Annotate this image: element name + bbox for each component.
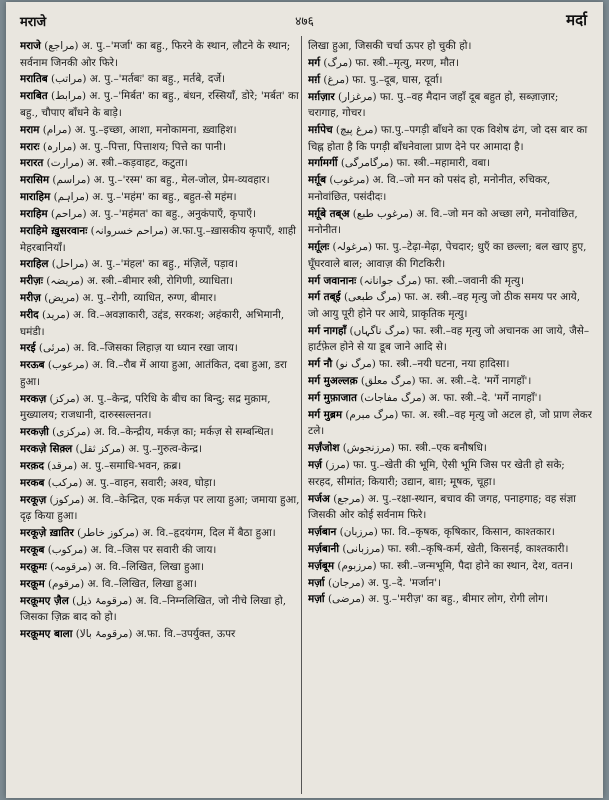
entry-definition: (مرکوز خاطر) अ. वि.–हृदयंगम, दिल में बैठा हुआ। (77, 527, 276, 540)
dictionary-entry (20, 189, 304, 206)
entry-headword: मरकज़ (20, 392, 47, 405)
entry-definition: (مرکوز) अ. वि.–केन्द्रित, एक मर्कज़ पर लाया हुआ; जमाया हुआ, दृढ़ किया हुआ। (20, 493, 300, 523)
entry-headword: मरीज़ः (20, 275, 43, 288)
dictionary-entry (308, 491, 592, 524)
dictionary-entry (20, 525, 304, 542)
entry-definition: (مرگ) फा. स्त्री.–मृत्यु, मरण, मौत। (323, 56, 459, 69)
entry-definition: (مرقومہ) अ. वि.–लिखित, लिखा हुआ। (50, 560, 205, 573)
entry-definition: (مرئی) अ. वि.–जिसका लिहाज़ या ध्यान रखा जाय। (38, 342, 238, 355)
dictionary-entry (308, 89, 592, 122)
dictionary-entry (308, 373, 592, 390)
entry-definition: (مرکز ثقل) अ. पु.–गुरुत्व-केन्द्र। (75, 443, 202, 456)
dictionary-entry (20, 340, 304, 357)
dictionary-entry (308, 273, 592, 290)
entry-definition: (مرغولہ) फा. पु.–टेढ़ा-मेढ़ा, पेचदार; धुएँ का छल्ला; बल खाए हुए, घूँघरवाले बाल; आवाज़ की गिटकिरी। (308, 241, 587, 270)
dictionary-entry (20, 172, 304, 189)
dictionary-entry (20, 155, 304, 172)
entry-headword: मरक़द (20, 459, 44, 472)
entry-definition: (مرام) अ. पु.–इच्छा, आशा, मनोकामना, ख़्वाहिश। (42, 123, 237, 136)
dictionary-entry (20, 576, 304, 593)
header-first-word: मराजे (20, 15, 47, 30)
entry-headword: मर्ग नौ (308, 358, 333, 371)
entry-definition: लिखा हुआ, जिसकी चर्चा ऊपर हो चुकी हो। (308, 40, 472, 52)
entry-headword: मरकज़ी (20, 426, 49, 439)
entry-headword: मरीद (20, 309, 39, 322)
entry-definition: (مرضی) अ. पु.–'मरीज़' का बहु., बीमार लोग, रोगी लोग। (327, 593, 548, 606)
entry-headword: मर्ग़ूलः (308, 241, 330, 254)
entry-headword: मर्गामर्गी (308, 157, 338, 170)
dictionary-entry (20, 273, 304, 290)
dictionary-entry (308, 55, 592, 72)
page-number: ४७६ (295, 14, 314, 28)
entry-headword: मरक़ूमए बाला (20, 628, 73, 641)
dictionary-entry (308, 591, 592, 608)
entry-definition: (مرغوب) अ. वि.–जो मन को पसंद हो, मनोनीत, रुचिकर, मनोवांछित, पसंदीदः। (308, 174, 551, 203)
entry-headword: मरक़ूमः (20, 560, 47, 573)
dictionary-entry (20, 391, 304, 424)
dictionary-entry (308, 558, 592, 575)
dictionary-page (6, 2, 603, 798)
entry-definition: (مراسم) अ. पु.–'रस्म' का बहु., मेल-जोल, प्रेम-व्यवहार। (52, 174, 270, 187)
dictionary-entry (20, 357, 304, 390)
entry-headword: मर्ज़ा (308, 593, 325, 606)
dictionary-entry (308, 72, 592, 89)
dictionary-entry (308, 457, 592, 490)
page-header (6, 2, 603, 32)
dictionary-entry (20, 88, 304, 121)
entry-headword: मर्जअ (308, 492, 330, 505)
entry-definition: (مرقومۂ ذیل) अ. वि.–निम्नलिखित, जो नीचे लिखा हो, जिसका ज़िक्र बाद को हो। (20, 594, 286, 624)
dictionary-entry (20, 256, 304, 273)
entry-definition: (مرگ مبرم) फा. अ. स्त्री.–वह मृत्यु जो अटल हो, जो प्राण लेकर टले। (308, 408, 592, 438)
entry-definition: (مرقد) अ. पु.–समाधि-भवन, क़ब्र। (47, 459, 182, 472)
dictionary-entry (20, 458, 304, 475)
entry-headword: मराबित (20, 90, 48, 103)
dictionary-entry (308, 172, 592, 205)
dictionary-entry (20, 122, 304, 139)
entry-definition: (مرگ نو) फा. स्त्री.–नयी घटना, नया हादिसा। (335, 358, 510, 371)
entry-definition: (مراحم) अ. पु.–'महंमत' का बहु., अनुकंपाएँ, कृपाएँ। (50, 208, 256, 221)
entry-headword: मरारः (20, 140, 40, 153)
entry-headword: मर्ग़पेच (308, 124, 333, 137)
entry-definition: (مرغزار) फा. पु.–वह मैदान जहाँ दूब बहुत हो, सब्ज़ाज़ार; चरागाह, गोचर। (308, 90, 559, 120)
dictionary-entry (20, 492, 304, 525)
entry-definition: (مرزبوم) फा. स्त्री.–जन्मभूमि, पैदा होने का स्थान, देश, वतन। (337, 559, 573, 572)
dictionary-entry (20, 542, 304, 559)
entry-definition: (مراہم) अ. पु.–'महंम' का बहु., बहुत-से महंम। (53, 191, 237, 204)
dictionary-entry (308, 575, 592, 592)
entry-headword: मर्ग़ूबे तब्अ (308, 207, 350, 220)
dictionary-entry (20, 71, 304, 88)
entry-headword: मर्ज़ा (308, 576, 325, 589)
right-column (308, 38, 592, 794)
entry-headword: मर्ज़ंजोश (308, 442, 340, 455)
entry-headword: मरकज़े सिक़्ल (20, 443, 73, 456)
entry-definition: (مرکز) अ. पु.–केन्द्र, परिधि के बीच का बिन्दु; सद्र मुक़ाम, मुख्यालय; राजधानी, दारुस्सल्तनत। (20, 392, 271, 422)
entry-definition: (مرزنجوش) फा. स्त्री.–एक बनौषधि। (342, 442, 487, 455)
entry-headword: मर्ग मुअल्लक़ (308, 375, 358, 388)
entry-headword: मर्ग जवानानः (308, 274, 357, 287)
dictionary-entry (308, 407, 592, 440)
entry-headword: मर्ग तब्ई (308, 291, 341, 304)
dictionary-entry (20, 38, 304, 71)
entry-definition: (مرابط) अ. पु.–'मिर्बत' का बहु., बंधन, रस्सियाँ, डोरे; 'मर्बत' का बहु., चौपाए बाँधने के बाड़े। (20, 90, 299, 119)
dictionary-entry (308, 122, 592, 155)
entry-definition: (مراحم خسروانہ) अ.फा.पु.–ख़ासकीय कृपाएँ, शाही मेहरबानियाँ। (20, 225, 296, 254)
entry-headword: मरकूज़े ख़ातिर (20, 527, 74, 540)
entry-headword: मरारत (20, 157, 44, 170)
entry-headword: मरीज़ (20, 292, 41, 305)
entry-headword: मराम (20, 123, 40, 136)
dictionary-entry (20, 475, 304, 492)
entry-headword: मराहिम (20, 208, 48, 221)
dictionary-entry (20, 206, 304, 223)
entry-definition: (مراتب) अ. पु.–'मर्तबः' का बहु., मर्तबे, दर्जे। (51, 73, 226, 86)
entry-headword: मरकूज़ (20, 493, 47, 506)
entry-definition: (مرجع) अ. पु.–रक्षा-स्थान, बचाव की जगह, पनाहगाह; वह संज्ञा जिसकी ओर कोई सर्वनाम फिरे। (308, 492, 576, 522)
dictionary-entry (20, 626, 304, 643)
entry-definition: (مرگ جوانانہ) फा. स्त्री.–जवानी की मृत्यु। (359, 274, 524, 287)
left-column (20, 38, 304, 794)
entry-definition: (مرارہ) अ. पु.–पित्ता, पित्ताशय; पित्ते का पानी। (42, 140, 226, 153)
dictionary-entry (308, 390, 592, 407)
dictionary-entry (308, 38, 592, 55)
dictionary-entry (308, 541, 592, 558)
dictionary-entry (20, 424, 304, 441)
dictionary-entry (308, 440, 592, 457)
entry-definition: (مرگ مفاجات) अ. फा. स्त्री.–दे. 'मर्गे नागहाँ'। (360, 391, 542, 404)
column-divider (301, 36, 302, 794)
entry-definition: (مرگ معلق) फा. अ. स्त्री.–दे. 'मर्गे नागहाँ'। (360, 375, 532, 388)
entry-headword: मरऊब (20, 359, 45, 372)
dictionary-entry (308, 356, 592, 373)
dictionary-entry (20, 441, 304, 458)
entry-headword: मरकब (20, 476, 45, 489)
entry-definition: (مرارت) अ. स्त्री.–कड़वाहट, कटुता। (46, 157, 188, 170)
dictionary-entry (308, 524, 592, 541)
entry-definition: (مرقومۂ بالا) अ.फा. वि.–उपर्युक्त, ऊपर (75, 628, 236, 641)
entry-headword: मर्ग़ज़ार (308, 90, 335, 103)
entry-definition: (مرکوب) अ. वि.–जिस पर सवारी की जाय। (47, 543, 217, 556)
entry-definition: (مرغ) फा. पु.–दूब, घास, दूर्वा। (323, 73, 443, 86)
entry-headword: मरकूब (20, 543, 45, 556)
entry-headword: मर्ज़बान (308, 525, 337, 538)
entry-headword: मराहिल (20, 258, 49, 271)
header-last-word: मर्दा (566, 11, 587, 29)
entry-definition: (مرغوب طبع) अ. वि.–जो मन को अच्छा लगे, मनोवांछित, मनोनीत। (308, 207, 578, 237)
entry-headword: मरासिम (20, 174, 50, 187)
entry-headword: मर्ग नागहाँ (308, 324, 347, 337)
dictionary-entry (308, 323, 592, 356)
entry-definition: (مریض) अ. पु.–रोगी, व्याधित, रुग्ण, बीमार। (44, 292, 217, 305)
entry-headword: मर्ज़बूम (308, 559, 335, 572)
entry-definition: (مریضہ) अ. स्त्री.–बीमार स्त्री, रोगिणी, व्याधिता। (46, 275, 233, 288)
entry-headword: मरई (20, 342, 36, 355)
entry-definition: (مراجع) अ. पु.–'मर्जा' का बहु., फिरने के स्थान, लौटने के स्थान; सर्वनाम जिनकी ओर फिरे। (20, 40, 291, 69)
entry-definition: (مرغ پیچ) फा.पु.–पगड़ी बाँधने का एक विशेष ढंग, जो दस बार का चिह्न होता है कि पगड़ी बाँधनेवाला प्राण देने पर आमादा है। (308, 124, 588, 153)
entry-definition: (مرکزی) अ. वि.–केन्द्रीय, मर्कज़ का; मर्कज़ से सम्बन्धित। (52, 426, 274, 439)
entry-headword: मराजे (20, 40, 41, 52)
dictionary-entry (20, 139, 304, 156)
dictionary-entry (20, 223, 304, 256)
dictionary-entry (20, 290, 304, 307)
dictionary-entry (20, 307, 304, 340)
entry-definition: (مرقوم) अ. वि.–लिखित, लिखा हुआ। (47, 577, 197, 590)
entry-headword: माराहिम (20, 191, 51, 204)
entry-definition: (مرگ ناگہاں) फा. स्त्री.–वह मृत्यु जो अचानक आ जाये, जैसे–हार्टफ़ेल होने से या डूब जाने आदि से। (308, 324, 590, 354)
dictionary-entry (20, 593, 304, 626)
entry-headword: मरक़ूमए ज़ैल (20, 594, 69, 607)
entry-headword: मराहिमे ख़ुसरवानः (20, 225, 88, 238)
entry-headword: मर्ग मुफ़ाजात (308, 391, 357, 404)
entry-headword: मर्ग (308, 56, 321, 69)
dictionary-entry (308, 239, 592, 272)
entry-headword: मर्ज़ (308, 459, 322, 472)
entry-definition: (مرعوب) अ. वि.–रौब में आया हुआ, आतंकित, दबा हुआ, डरा हुआ। (20, 359, 287, 388)
dictionary-entry (308, 289, 592, 322)
entry-definition: (مرگ طبعی) फा. अ. स्त्री.–वह मृत्यु जो ठीक समय पर आये, जो आयु पूरी होने पर आये, प्राकृतिक मृत्यु। (308, 291, 581, 320)
entry-definition: (مرزبان) फा. वि.–कृषक, कृषिकार, किसान, काश्तकार। (339, 525, 555, 538)
entry-headword: मरक़ूम (20, 577, 45, 590)
entry-definition: (مرجان) अ. पु.–दे. 'मर्जान'। (327, 576, 441, 589)
entry-headword: मर्ग मुब्रम (308, 408, 343, 421)
entry-headword: मर्ज़बानी (308, 542, 340, 555)
entry-definition: (مرکب) अ. पु.–वाहन, सवारी; अश्व, घोड़ा। (47, 476, 216, 489)
entry-headword: मर्ग़ूब (308, 174, 326, 187)
dictionary-entry (308, 206, 592, 239)
entry-definition: (مرید) अ. वि.–अवज्ञाकारी, उद्दंड, सरकश; अहंकारी, अभिमानी, घमंडी। (20, 309, 285, 338)
entry-definition: (مرزبانی) फा. स्त्री.–कृषि-कर्म, खेती, किसनई, काश्तकारी। (342, 542, 569, 555)
entry-definition: (مرگامرگی) फा. स्त्री.–महामारी, वबा। (340, 157, 491, 170)
entry-headword: मरातिब (20, 73, 48, 86)
entry-headword: मर्ग़ (308, 73, 321, 86)
dictionary-entry (20, 559, 304, 576)
dictionary-entry (308, 155, 592, 172)
entry-definition: (مراحل) अ. पु.–'मंहल' का बहु., मंज़िलें, पड़ाव। (51, 258, 238, 271)
entry-definition: (مرز) फा. पु.–खेती की भूमि, ऐसी भूमि जिस पर खेती हो सके; सरहद, सीमांत; कियारी; उद्यान, बाग़; मूषक, चूहा। (308, 459, 565, 488)
